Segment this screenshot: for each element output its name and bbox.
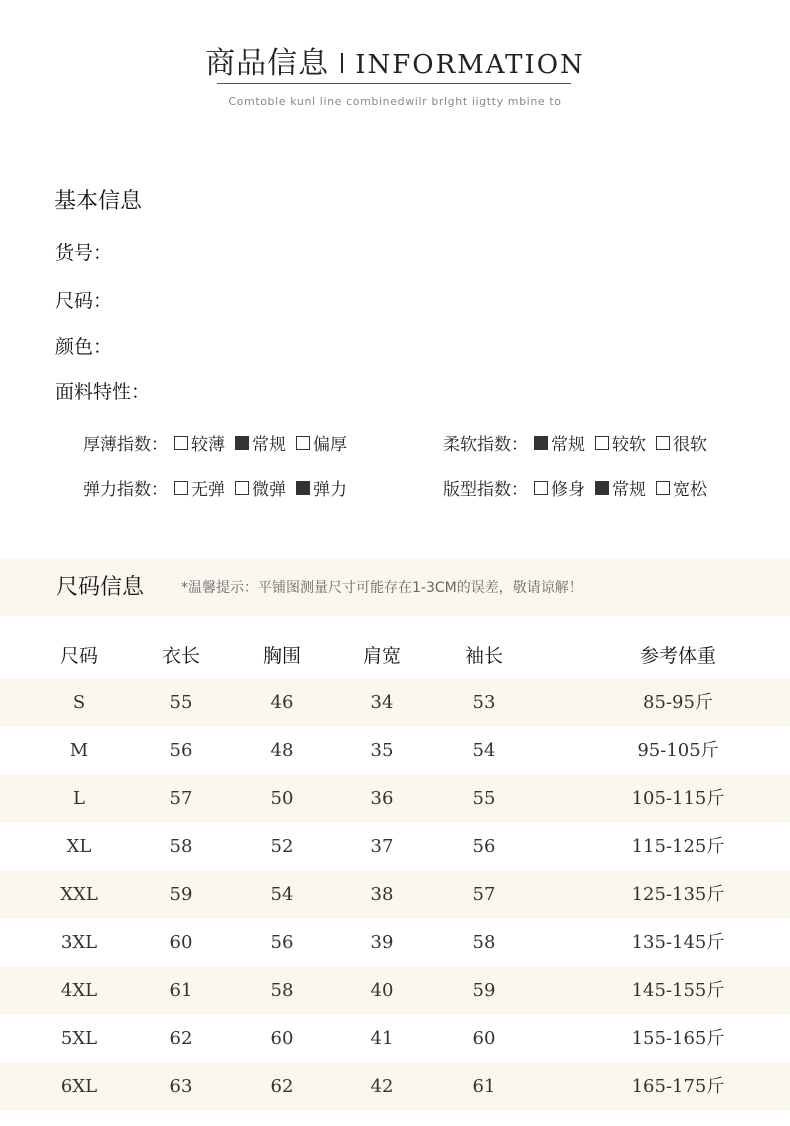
header-shoulder: 肩宽	[362, 645, 401, 667]
fabric-label: 面料特性：	[55, 381, 151, 403]
checkbox-empty-icon	[534, 481, 548, 495]
size-label: 尺码：	[55, 290, 113, 312]
attr-option-label: 弹力	[313, 480, 347, 500]
cell-size: L	[73, 788, 85, 809]
size-info-tip: *温馨提示：平铺图测量尺寸可能存在1-3CM的误差，敬请谅解！	[181, 580, 583, 596]
cell-sleeve: 58	[472, 932, 496, 953]
header-size: 尺码	[59, 645, 98, 667]
checkbox-empty-icon	[595, 436, 609, 450]
cell-sleeve: 56	[472, 836, 496, 857]
header-title-en: INFORMATION	[355, 50, 585, 80]
cell-shoulder: 40	[370, 980, 394, 1001]
table-row	[0, 727, 790, 775]
cell-shoulder: 42	[370, 1076, 394, 1097]
cell-weight: 115-125斤	[631, 836, 725, 857]
cell-sleeve: 60	[472, 1028, 496, 1049]
attr-fit-option	[595, 475, 646, 500]
header-underline	[217, 83, 571, 84]
cell-shoulder: 41	[370, 1028, 394, 1049]
cell-size: XXL	[60, 884, 98, 905]
attr-thickness-option	[174, 430, 225, 455]
cell-length: 56	[169, 740, 193, 761]
cell-weight: 85-95斤	[643, 692, 713, 713]
attr-option-label: 常规	[612, 480, 646, 500]
cell-size: XL	[66, 836, 92, 857]
checkbox-empty-icon	[656, 481, 670, 495]
table-row	[0, 919, 790, 967]
cell-shoulder: 37	[370, 836, 394, 857]
cell-chest: 50	[270, 788, 294, 809]
attr-fit	[443, 475, 717, 500]
cell-length: 59	[169, 884, 193, 905]
checkbox-empty-icon	[174, 436, 188, 450]
header-length: 衣长	[161, 645, 200, 667]
attr-option-label: 修身	[551, 480, 585, 500]
cell-shoulder: 38	[370, 884, 394, 905]
table-row	[0, 823, 790, 871]
cell-chest: 58	[270, 980, 294, 1001]
attr-option-label: 较薄	[191, 435, 225, 455]
table-row	[0, 679, 790, 727]
cell-chest: 52	[270, 836, 294, 857]
attr-elasticity-option	[235, 475, 286, 500]
table-row	[0, 967, 790, 1015]
attr-option-label: 常规	[551, 435, 585, 455]
attr-option-label: 较软	[612, 435, 646, 455]
attr-softness-option	[656, 430, 707, 455]
attr-elasticity	[83, 475, 357, 500]
checkbox-checked-icon	[534, 436, 548, 450]
page-header-title	[0, 38, 790, 82]
cell-length: 57	[169, 788, 193, 809]
table-row	[0, 1063, 790, 1111]
checkbox-empty-icon	[296, 436, 310, 450]
attr-elasticity-option	[174, 475, 225, 500]
attr-thickness-option	[235, 430, 286, 455]
cell-sleeve: 57	[472, 884, 496, 905]
attr-thickness-option	[296, 430, 347, 455]
checkbox-empty-icon	[174, 481, 188, 495]
cell-sleeve: 61	[472, 1076, 496, 1097]
cell-shoulder: 34	[370, 692, 394, 713]
cell-sleeve: 55	[472, 788, 496, 809]
attr-softness-option	[595, 430, 646, 455]
cell-chest: 54	[270, 884, 294, 905]
cell-sleeve: 59	[472, 980, 496, 1001]
cell-weight: 155-165斤	[631, 1028, 725, 1049]
header-weight: 参考体重	[639, 645, 716, 667]
cell-size: M	[69, 740, 89, 761]
cell-weight: 125-135斤	[631, 884, 725, 905]
table-row	[0, 775, 790, 823]
table-row	[0, 871, 790, 919]
cell-length: 61	[169, 980, 193, 1001]
cell-size: 5XL	[60, 1028, 98, 1049]
table-row	[0, 1015, 790, 1063]
cell-shoulder: 39	[370, 932, 394, 953]
attr-option-label: 微弹	[252, 480, 286, 500]
cell-size: 3XL	[60, 932, 98, 953]
checkbox-checked-icon	[235, 436, 249, 450]
cell-weight: 165-175斤	[631, 1076, 725, 1097]
cell-chest: 56	[270, 932, 294, 953]
size-table-header	[0, 637, 790, 669]
attr-option-label: 偏厚	[313, 435, 347, 455]
attr-thickness-label: 厚薄指数：	[83, 435, 168, 455]
item-number-label: 货号：	[55, 242, 113, 264]
cell-size: 4XL	[60, 980, 98, 1001]
checkbox-empty-icon	[235, 481, 249, 495]
attr-option-label: 无弹	[191, 480, 225, 500]
cell-length: 60	[169, 932, 193, 953]
header-sleeve: 袖长	[464, 645, 503, 667]
size-info-title: 尺码信息	[56, 575, 145, 600]
color-label: 颜色：	[55, 336, 113, 358]
attr-softness	[443, 430, 717, 455]
attr-fit-option	[656, 475, 707, 500]
attr-option-label: 很软	[673, 435, 707, 455]
cell-length: 63	[169, 1076, 193, 1097]
cell-weight: 105-115斤	[631, 788, 725, 809]
cell-weight: 135-145斤	[631, 932, 725, 953]
checkbox-checked-icon	[595, 481, 609, 495]
cell-weight: 145-155斤	[631, 980, 725, 1001]
checkbox-checked-icon	[296, 481, 310, 495]
cell-shoulder: 36	[370, 788, 394, 809]
cell-sleeve: 54	[472, 740, 496, 761]
attr-softness-option	[534, 430, 585, 455]
attr-elasticity-label: 弹力指数：	[83, 480, 168, 500]
attr-fit-label: 版型指数：	[443, 480, 528, 500]
cell-chest: 62	[270, 1076, 294, 1097]
checkbox-empty-icon	[656, 436, 670, 450]
cell-sleeve: 53	[472, 692, 496, 713]
cell-chest: 60	[270, 1028, 294, 1049]
header-subtitle: Comtoble kunl line combinedwilr brlght iigtty mbine to	[228, 95, 562, 108]
header-chest: 胸围	[262, 645, 301, 667]
header-title-cn: 商品信息	[205, 46, 330, 81]
cell-size: 6XL	[60, 1076, 98, 1097]
cell-length: 55	[169, 692, 193, 713]
cell-length: 58	[169, 836, 193, 857]
attr-softness-label: 柔软指数：	[443, 435, 528, 455]
cell-shoulder: 35	[370, 740, 394, 761]
header-divider	[341, 53, 343, 73]
cell-size: S	[72, 692, 86, 713]
cell-chest: 48	[270, 740, 294, 761]
attr-elasticity-option	[296, 475, 347, 500]
basic-info-title: 基本信息	[54, 189, 143, 214]
attr-option-label: 常规	[252, 435, 286, 455]
cell-length: 62	[169, 1028, 193, 1049]
cell-chest: 46	[270, 692, 294, 713]
cell-weight: 95-105斤	[637, 740, 719, 761]
attr-option-label: 宽松	[673, 480, 707, 500]
attr-thickness	[83, 430, 357, 455]
attr-fit-option	[534, 475, 585, 500]
